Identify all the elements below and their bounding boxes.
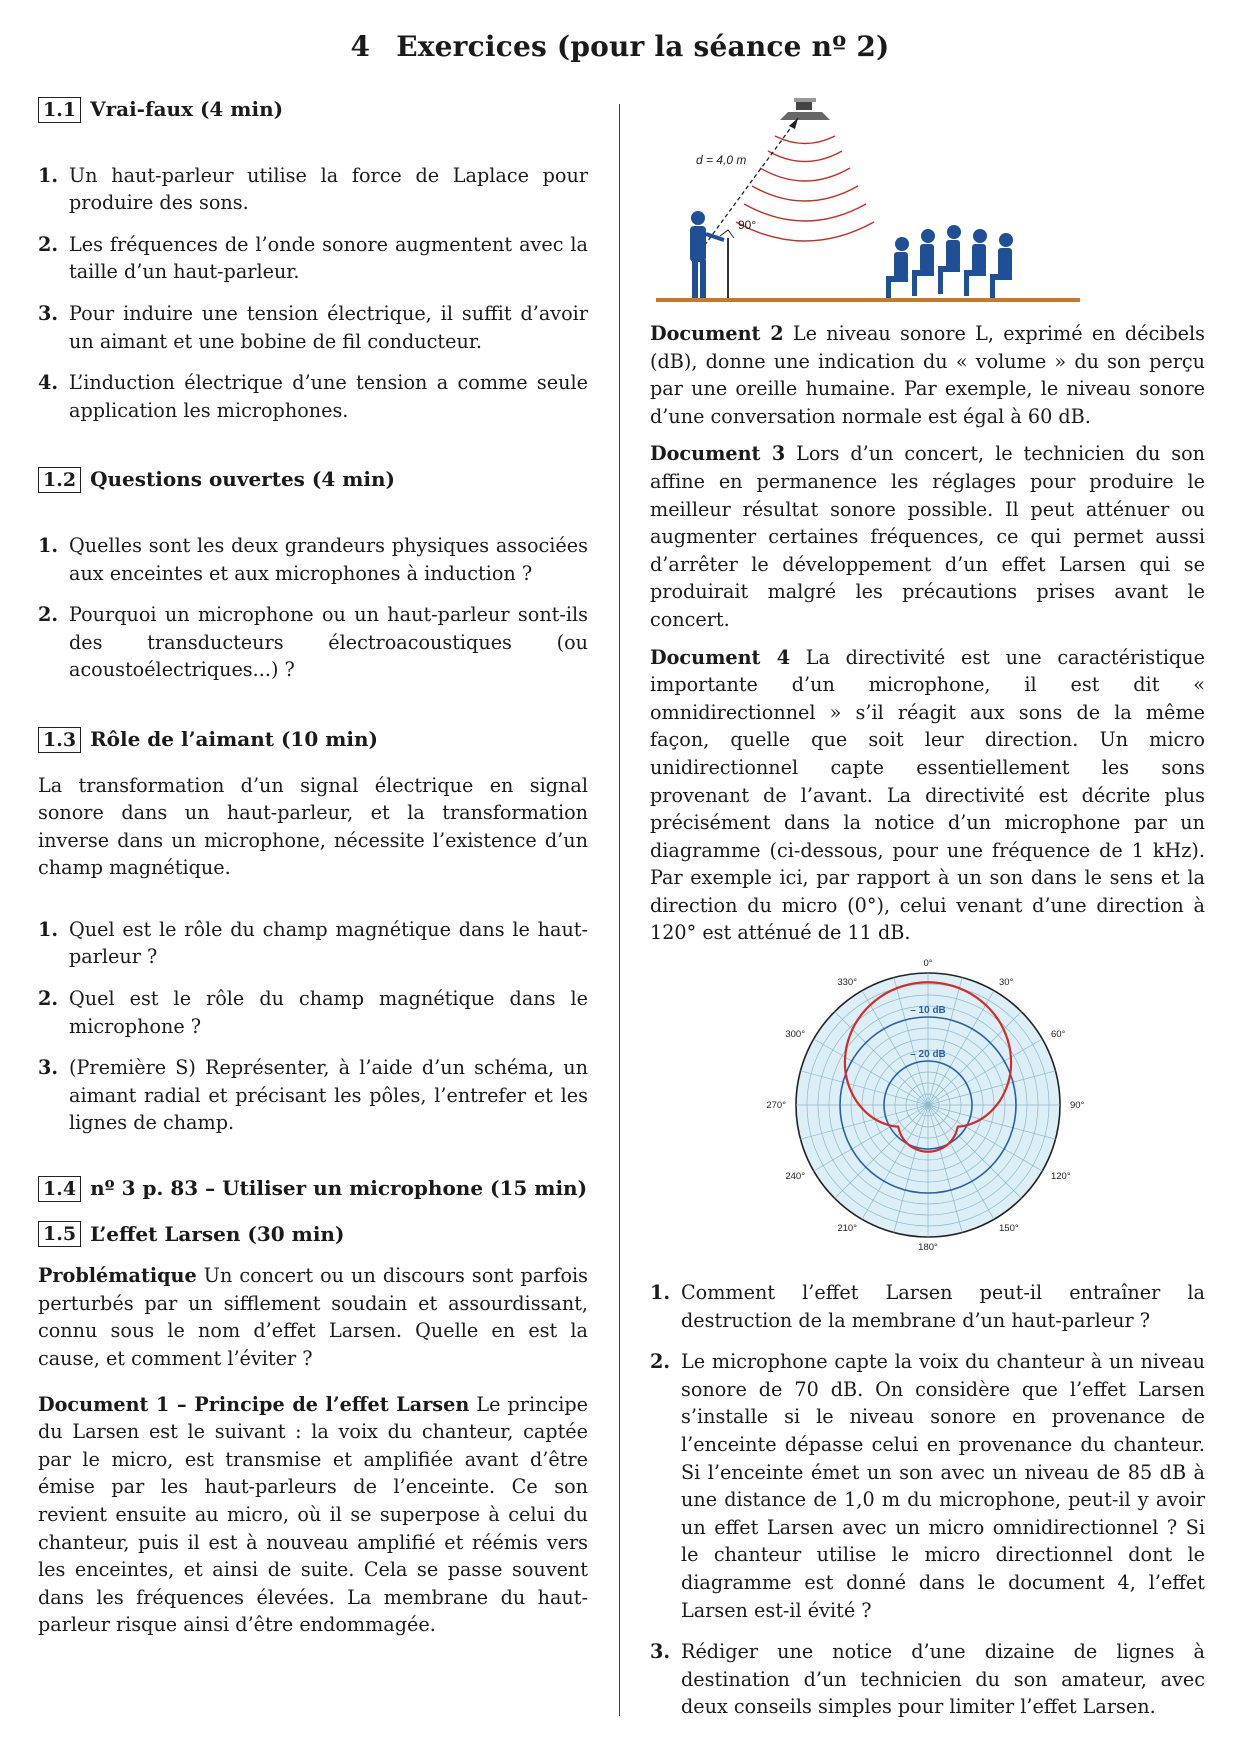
angle-label: 300°	[785, 1029, 806, 1041]
list-item: 1. Comment l’effet Larsen peut-il entraîner la destruction de la membrane d’un haut-parleur ?	[650, 1281, 1205, 1332]
angle-label: 60°	[1050, 1029, 1066, 1041]
section-heading-1-1	[38, 96, 588, 124]
document-1-label: Document 1 – Principe de l’effet Larsen	[38, 1392, 470, 1416]
distance-label: d = 4,0 m	[696, 153, 747, 167]
problem-paragraph	[38, 1262, 588, 1372]
magnet-questions-list	[38, 916, 588, 1137]
problem-label: Problématique	[38, 1264, 197, 1288]
angle-label: 150°	[999, 1223, 1019, 1235]
section-number: 4	[350, 30, 371, 63]
document-4-text: La directivité est une caractéristique importante d’un microphone, il est dit « omnidirectionnel » s’il réagit aux sons de la même façon, quelle que soit leur direction. Un micro unidirectionnel capte essentiellement les sons provenant de l’avant. La directivité est décrite plus précisément dans la notice d’un microphone par un diagramme (ci-dessous, pour une fréquence de 1 kHz). Par exemple ici, par rapport à un son dans le sens et la direction du micro (0°), celui venant d’une direction à 120° est atténué de 11 dB.	[650, 645, 1205, 945]
list-item: 3. (Première S) Représenter, à l’aide d’un schéma, un aimant radial et précisant les pôles, l’entrefer et les lignes de champ.	[38, 1056, 588, 1135]
true-false-list	[38, 162, 588, 425]
section-number-box: 1.3	[38, 727, 81, 753]
angle-label: 90°	[738, 218, 757, 232]
open-questions-list	[38, 532, 588, 684]
speaker-icon	[780, 98, 830, 120]
list-item: 1. Quelles sont les deux grandeurs physiques associées aux enceintes et aux microphones à induction ?	[38, 533, 588, 585]
list-item: 3. Rédiger une notice d’une dizaine de lignes à destination d’un technicien du son amateur, avec deux conseils simples pour limiter l’effet Larsen.	[650, 1640, 1205, 1719]
column-divider	[619, 104, 620, 1716]
document-1-text: Le principe du Larsen est le suivant : la voix du chanteur, captée par le micro, est transmise et amplifiée avant d’être émise par les haut-parleurs de l’enceinte. Ce son revient ensuite au micro, où il se superpose à celui du chanteur, puis il est à nouveau amplifié et réémis vers les enceintes, et ainsi de suite. Cela se passe souvent dans les fréquences élevées. La membrane du haut-parleur risque ainsi d’être endommagée.	[38, 1392, 588, 1637]
floor-line	[656, 298, 1080, 302]
problem-text: Un concert ou un discours sont parfois perturbés par un sifflement soudain et assourdissant, connu sous le nom d’effet Larsen. Quelle en est la cause, et comment l’éviter ?	[38, 1264, 588, 1370]
singer-figure	[690, 211, 724, 298]
ring-label-10db: – 10 dB	[910, 1005, 946, 1017]
page-title	[0, 30, 1240, 63]
list-item: 1. Un haut-parleur utilise la force de Laplace pour produire des sons.	[38, 163, 588, 215]
list-item: 2. Les fréquences de l’onde sonore augmentent avec la taille d’un haut-parleur.	[38, 232, 588, 284]
section-heading-1-5	[38, 1221, 588, 1249]
list-item: 1. Quel est le rôle du champ magnétique dans le haut-parleur ?	[38, 917, 588, 969]
document-2-paragraph	[650, 320, 1205, 430]
section-title: Exercices (pour la séance nº 2)	[396, 30, 890, 63]
audience-figures	[886, 225, 1013, 298]
angle-label: 180°	[918, 1242, 938, 1254]
list-item: 2. Le microphone capte la voix du chanteur à un niveau sonore de 70 dB. On considère que l’effet Larsen s’installe si le niveau sonore en provenance de l’enceinte dépasse celui en provenance du chanteur. Si l’enceinte émet un son avec un niveau de 85 dB à une distance de 1,0 m du microphone, peut-il y avoir un effet Larsen avec un micro omnidirectionnel ? Si le chanteur utilise le micro directionnel dont le diagramme est donné dans le document 4, l’effet Larsen est-il évité ?	[650, 1350, 1205, 1622]
section-number-box: 1.2	[38, 467, 81, 493]
angle-label: 0°	[923, 958, 933, 970]
section-heading-1-2	[38, 466, 588, 494]
document-2-label: Document 2	[650, 322, 784, 345]
list-item: 2. Pourquoi un microphone ou un haut-parleur sont-ils des transducteurs électroacoustiques (ou acoustoélectriques...) ?	[38, 603, 588, 682]
section-number-box: 1.5	[38, 1221, 81, 1247]
ring-label-20db: – 20 dB	[910, 1049, 946, 1061]
document-2-text: Le niveau sonore L, exprimé en décibels (dB), donne une indication du « volume » du son perçu par une oreille humaine. Par exemple, le niveau sonore d’une conversation normale est égal à 60 dB.	[650, 322, 1205, 428]
angle-label: 120°	[1050, 1171, 1071, 1183]
section-title: Vrai-faux (4 min)	[90, 97, 284, 121]
list-item: 2. Quel est le rôle du champ magnétique dans le microphone ?	[38, 987, 588, 1038]
left-column	[38, 96, 588, 1639]
document-1-paragraph	[38, 1391, 588, 1639]
larsen-setup-figure	[650, 96, 1205, 308]
section-number-box: 1.4	[38, 1176, 81, 1202]
document-3-paragraph	[650, 440, 1205, 633]
angle-label: 210°	[837, 1223, 857, 1235]
angle-label: 270°	[766, 1100, 786, 1112]
polar-directivity-diagram	[650, 953, 1205, 1259]
section-title: L’effet Larsen (30 min)	[90, 1221, 345, 1246]
list-item: 3. Pour induire une tension électrique, il suffit d’avoir un aimant et une bobine de fil conducteur.	[38, 301, 588, 353]
document-3-text: Lors d’un concert, le technicien du son affine en permanence les réglages pour produire le meilleur résultat sonore possible. Il peut atténuer ou augmenter certaines fréquences, ce qui permet aussi d’arrêter le développement d’un effet Larsen qui se produirait malgré les précautions prises avant le concert.	[650, 442, 1205, 631]
right-column	[650, 96, 1205, 1735]
section-title: nº 3 p. 83 – Utiliser un microphone (15 min)	[90, 1176, 588, 1201]
document-4-paragraph	[650, 644, 1205, 948]
intro-paragraph: La transformation d’un signal électrique en signal sonore dans un haut-parleur, et la transformation inverse dans un microphone, nécessite l’existence d’un champ magnétique.	[38, 773, 588, 880]
section-heading-1-4	[38, 1175, 588, 1203]
section-number-box: 1.1	[38, 97, 81, 123]
angle-label: 30°	[999, 977, 1014, 989]
section-title: Questions ouvertes (4 min)	[90, 467, 396, 492]
document-4-label: Document 4	[650, 645, 791, 669]
sound-waves	[736, 136, 874, 241]
document-3-label: Document 3	[650, 442, 786, 466]
larsen-questions-list	[650, 1279, 1205, 1721]
angle-label: 90°	[1070, 1100, 1085, 1112]
angle-label: 330°	[837, 977, 857, 989]
angle-label: 240°	[785, 1171, 806, 1183]
list-item: 4. L’induction électrique d’une tension a comme seule application les microphones.	[38, 371, 588, 422]
section-title: Rôle de l’aimant (10 min)	[90, 726, 378, 751]
section-heading-1-3	[38, 726, 588, 754]
